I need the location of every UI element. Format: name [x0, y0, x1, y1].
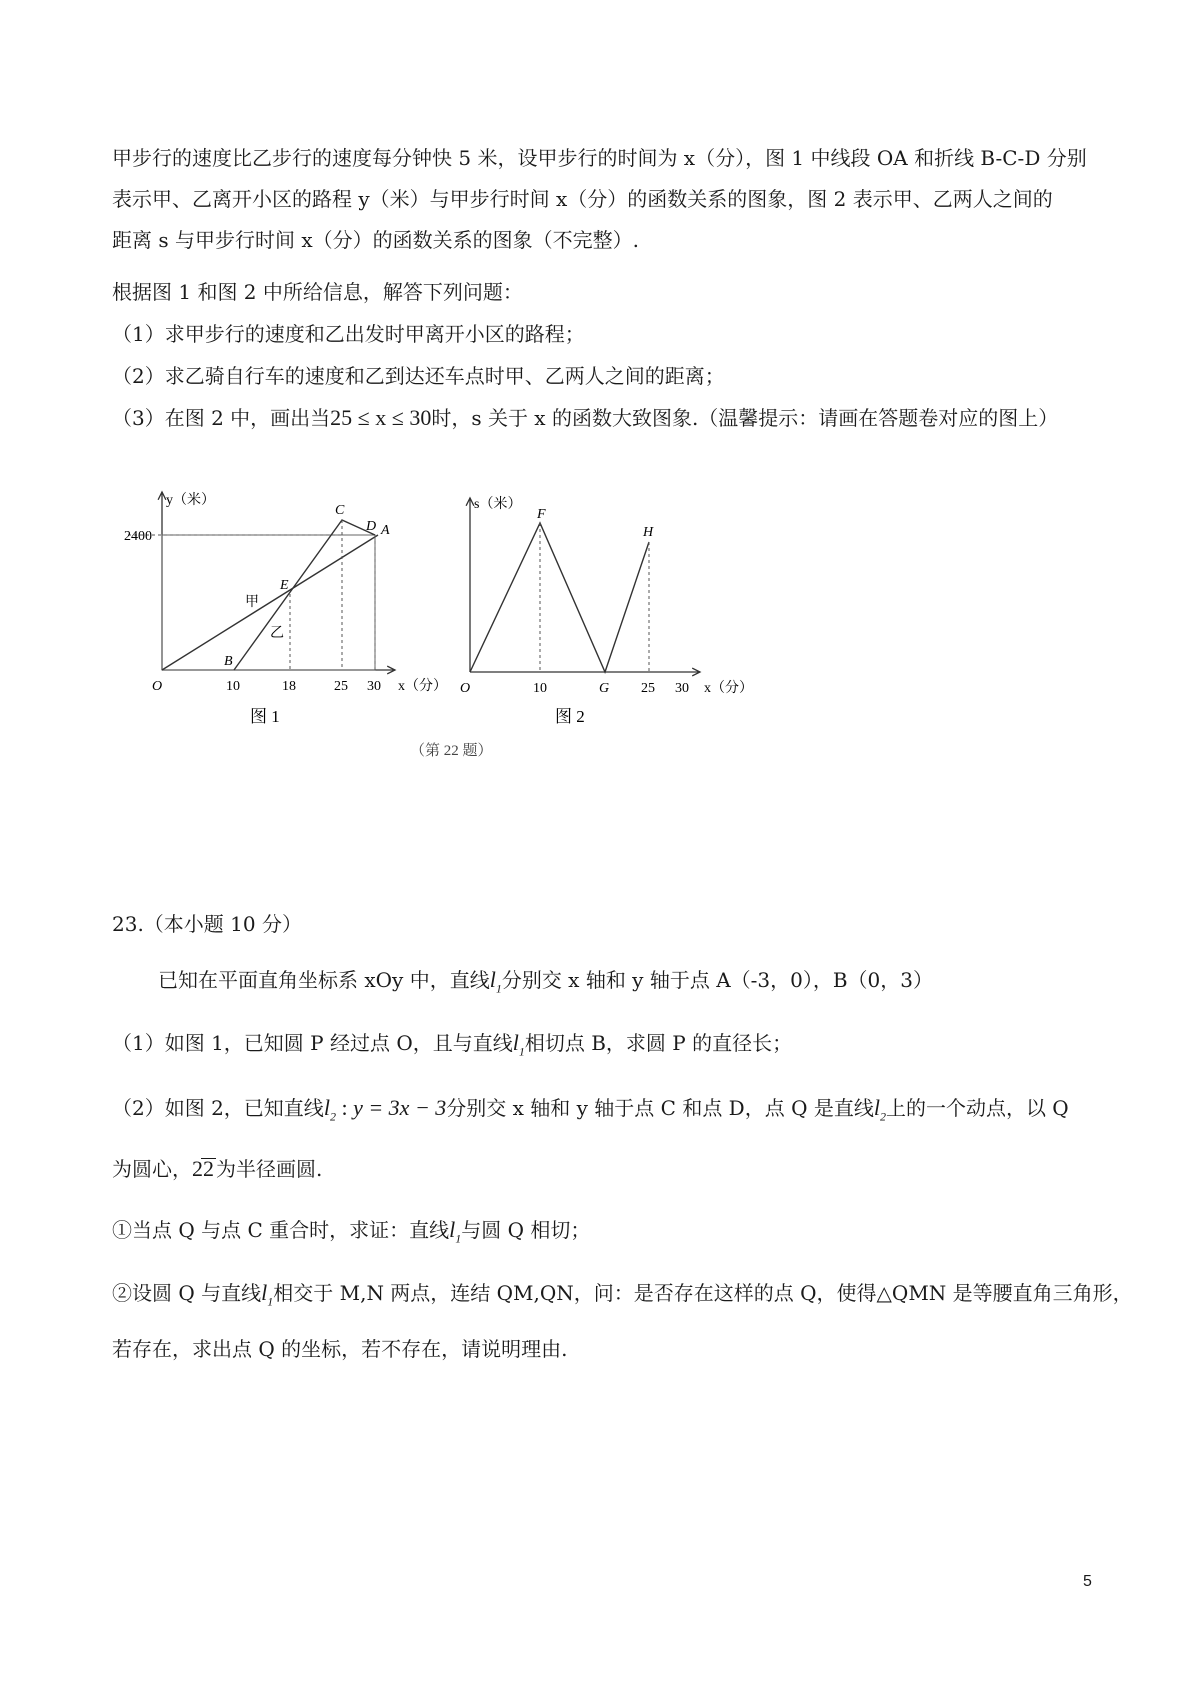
p23-question-1 — [112, 1031, 792, 1063]
fig2-polyline-OFGH — [470, 523, 649, 672]
p23-stem-prefix: 已知在平面直角坐标系 xOy 中，直线 — [158, 968, 490, 992]
problem22-figures — [0, 0, 1200, 760]
fig2-y-label: s（米） — [474, 497, 522, 512]
fig1-point-A: A — [381, 523, 390, 538]
fig1-label-yi: 乙 — [270, 626, 284, 641]
figures-caption: （第 22 题） — [410, 743, 493, 759]
page-number: 5 — [1083, 1573, 1092, 1590]
fig2-x-label: x（分） — [704, 681, 753, 696]
p23-q1-l1: $l_1$ — [512, 1030, 525, 1059]
p23-sub-2 — [112, 1281, 1133, 1313]
fig2-caption: 图 2 — [555, 707, 585, 726]
p23-sub2-l1: $l_1$ — [261, 1280, 274, 1309]
p23-sub2-suffix: 相交于 M,N 两点，连结 QM,QN，问：是否存在这样的点 Q，使得△QMN 是等腰直角三角形， — [273, 1281, 1133, 1305]
p22-question-1: （1）求甲步行的速度和乙出发时甲离开小区的路程； — [112, 322, 585, 346]
p23-q1-suffix: 相切点 B，求圆 P 的直径长； — [524, 1031, 793, 1055]
fig1-point-E: E — [280, 578, 289, 593]
figure-1 — [124, 491, 447, 726]
fig1-point-B: B — [224, 654, 233, 669]
fig2-point-O: O — [460, 681, 471, 696]
p23-sub-1 — [112, 1218, 590, 1250]
fig1-tick-18: 18 — [282, 679, 296, 694]
fig1-caption: 图 1 — [250, 707, 280, 726]
fig1-tick-25: 25 — [334, 679, 348, 694]
fig1-label-jia: 甲 — [245, 595, 259, 610]
p23-sub1-suffix: 与圆 Q 相切； — [461, 1218, 591, 1242]
p23-sub1-l1: $l_1$ — [449, 1217, 462, 1246]
fig2-point-H: H — [643, 525, 654, 540]
p22-paragraph-line2: 表示甲、乙离开小区的路程 y（米）与甲步行时间 x（分）的函数关系的图象，图 2 表示甲、乙两人之间的 — [112, 187, 1053, 211]
fig1-y-label: y（米） — [166, 493, 215, 508]
p22-q3-suffix: 时，s 关于 x 的函数大致图象.（温馨提示：请画在答题卷对应的图上） — [431, 406, 1059, 430]
p23-stem-l1: $l_1$ — [489, 967, 502, 996]
p23-q2b-prefix: 为圆心， — [112, 1157, 192, 1181]
p22-intro: 根据图 1 和图 2 中所给信息，解答下列问题： — [112, 280, 523, 304]
p23-q2b-suffix: 为半径画圆. — [216, 1157, 323, 1181]
p23-q2-suffix: 上的一个动点，以 Q — [885, 1096, 1069, 1120]
p23-question-2: （2）如图 2，已知直线$l_2$ : y = 3x − 3分别交 x 轴和 y 轴于点 C 和点 D，点 Q 是直线$l_2$上的一个动点，以 Q — [112, 1095, 1069, 1124]
fig1-segment-OA — [162, 535, 378, 670]
p23-q1-prefix: （1）如图 1，已知圆 P 经过点 O，且与直线 — [112, 1031, 513, 1055]
fig1-tick-2400: 2400 — [124, 529, 152, 544]
p23-heading: 23.（本小题 10 分） — [112, 912, 302, 936]
p22-q3-prefix: （3）在图 2 中，画出当 — [112, 406, 331, 430]
fig2-tick-25: 25 — [641, 681, 655, 696]
p22-paragraph-line3: 距离 s 与甲步行时间 x（分）的函数关系的图象（不完整）. — [112, 228, 639, 252]
p22-q3-inequality: 25 ≤ x ≤ 30 — [330, 405, 432, 430]
fig1-point-C: C — [335, 503, 345, 518]
p23-q2-equation: y = 3x − 3 — [353, 1095, 447, 1120]
p23-sub-2-cont: 若存在，求出点 Q 的坐标，若不存在，请说明理由. — [112, 1337, 568, 1361]
p23-stem — [158, 968, 933, 1000]
p22-paragraph-line1: 甲步行的速度比乙步行的速度每分钟快 5 米，设甲步行的时间为 x（分），图 1 中线段 OA 和折线 B-C-D 分别 — [112, 146, 1087, 170]
fig1-x-label: x（分） — [398, 679, 447, 694]
fig1-point-D: D — [366, 519, 377, 534]
p22-question-2: （2）求乙骑自行车的速度和乙到达还车点时甲、乙两人之间的距离； — [112, 364, 725, 388]
p23-sub2-prefix: ②设圆 Q 与直线 — [112, 1281, 262, 1305]
fig1-point-O: O — [152, 679, 163, 694]
p23-stem-suffix: 分别交 x 轴和 y 轴于点 A（-3，0），B（0，3） — [501, 968, 933, 992]
p23-q2-l2b: $l_2$ — [873, 1095, 886, 1124]
p23-q2-middle: 分别交 x 轴和 y 轴于点 C 和点 D，点 Q 是直线 — [446, 1096, 874, 1120]
p23-question-2-cont — [112, 1157, 322, 1181]
fig2-tick-30: 30 — [675, 681, 689, 696]
p23-radius: 22 — [192, 1156, 214, 1181]
fig2-tick-10: 10 — [533, 681, 547, 696]
p23-q2-prefix: （2）如图 2，已知直线 — [112, 1096, 324, 1120]
fig2-point-F: F — [537, 507, 546, 522]
fig2-point-G: G — [599, 681, 610, 696]
p23-q2-l2: $l_2$ — [323, 1095, 336, 1124]
p23-sub1-prefix: ①当点 Q 与点 C 重合时，求证：直线 — [112, 1218, 450, 1242]
fig1-tick-10: 10 — [226, 679, 240, 694]
figure-2 — [460, 495, 753, 726]
fig1-tick-30: 30 — [367, 679, 381, 694]
